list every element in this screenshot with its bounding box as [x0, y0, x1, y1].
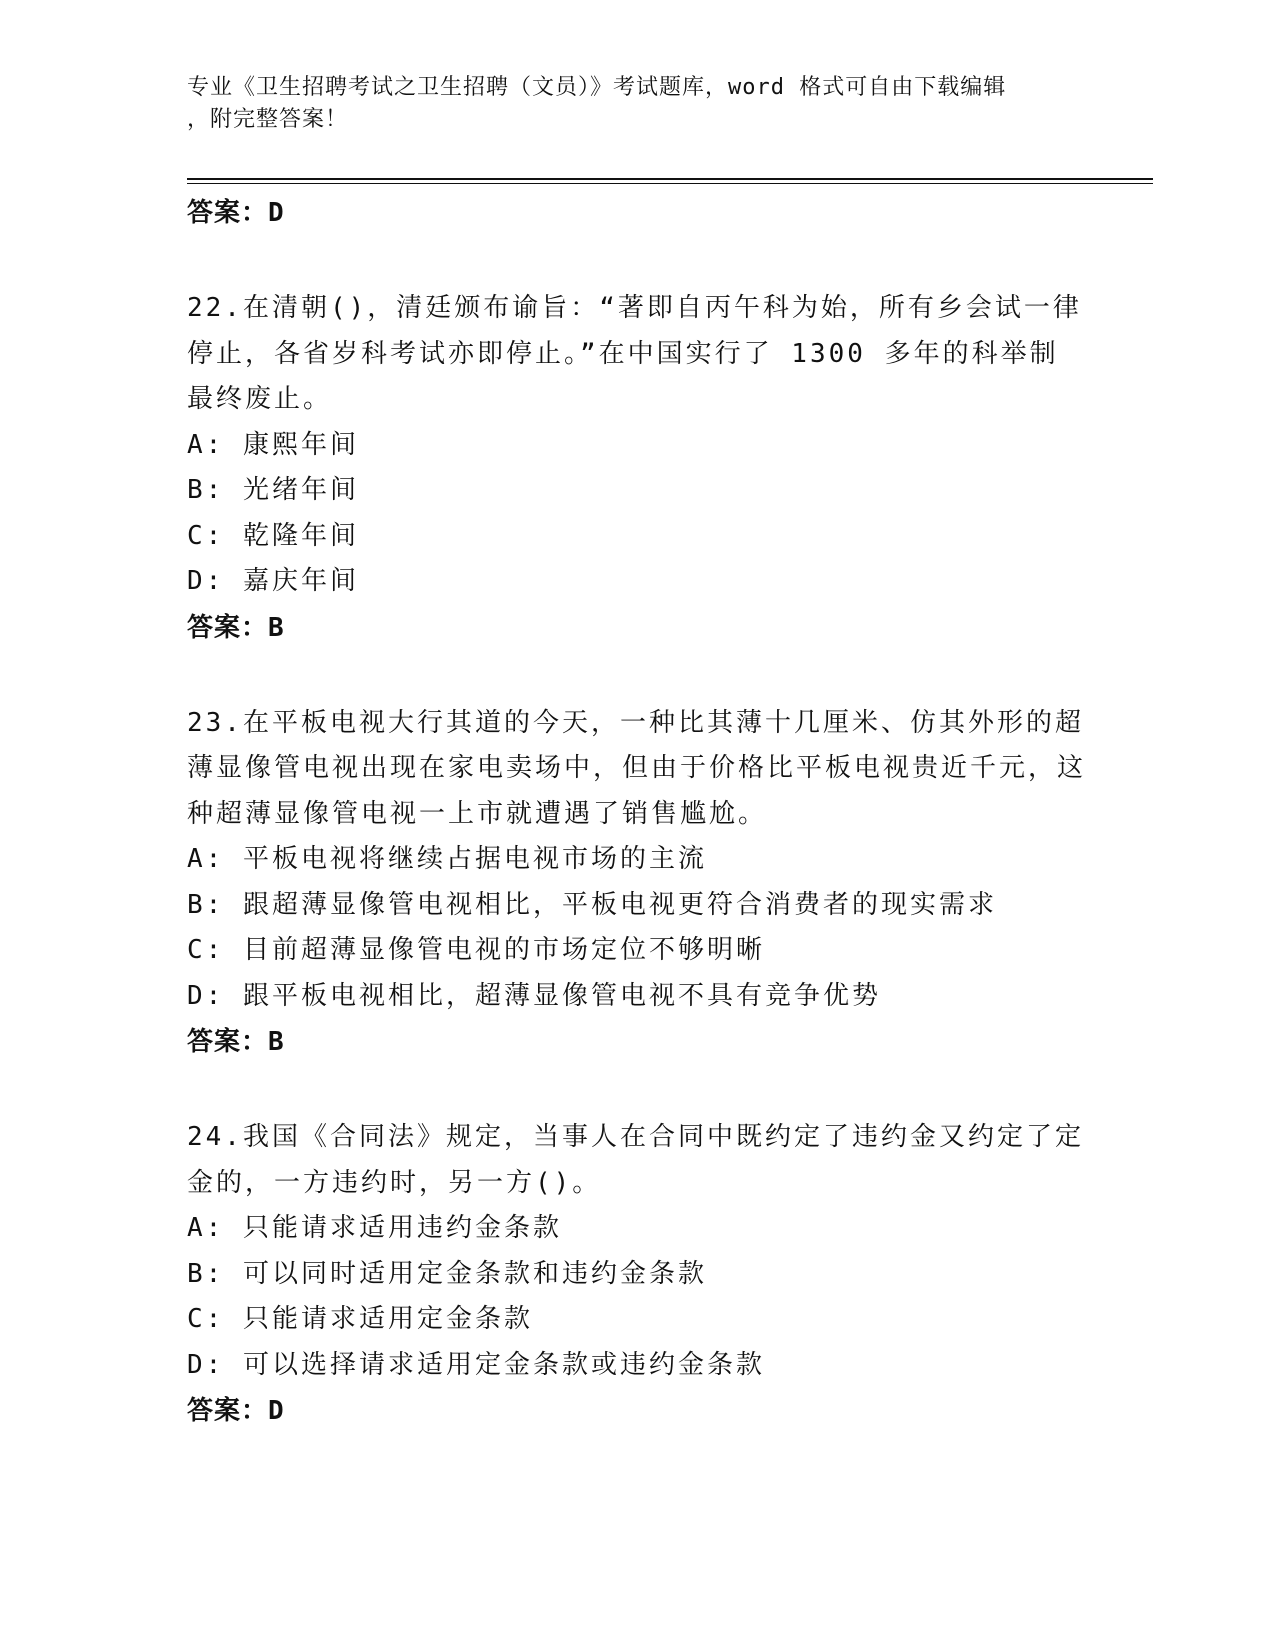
- question-stem: 22.在清朝()，清廷颁布谕旨：“著即自丙午科为始，所有乡会试一律停止，各省岁科考试亦即停止。”在中国实行了 1300 多年的科举制最终废止。: [187, 293, 1082, 414]
- option-d: D: 可以选择请求适用定金条款或违约金条款: [187, 1349, 765, 1380]
- answer-line: 答案：D: [187, 1396, 285, 1426]
- question-stem: 24.我国《合同法》规定，当事人在合同中既约定了违约金又约定了定金的，一方违约时，另一方()。: [187, 1122, 1084, 1198]
- option-b: B: 光绪年间: [187, 475, 359, 505]
- option-d: D: 跟平板电视相比，超薄显像管电视不具有竞争优势: [187, 980, 881, 1011]
- option-d: D: 嘉庆年间: [187, 566, 359, 596]
- header-divider-thin: [187, 183, 1153, 184]
- option-a: A: 只能请求适用违约金条款: [187, 1213, 562, 1243]
- question-22: [187, 286, 1087, 651]
- option-b: B: 跟超薄显像管电视相比，平板电视更符合消费者的现实需求: [187, 889, 997, 920]
- option-c: C: 乾隆年间: [187, 520, 359, 551]
- header-line-1: 专业《卫生招聘考试之卫生招聘（文员）》考试题库，word 格式可自由下载编辑: [187, 75, 1007, 100]
- answer-line: 答案：D: [187, 198, 285, 228]
- header-line-2: ，附完整答案！: [187, 107, 349, 132]
- answer-line: 答案：B: [187, 1027, 285, 1057]
- question-24: [187, 1115, 1087, 1434]
- option-c: C: 只能请求适用定金条款: [187, 1304, 533, 1334]
- option-b: B: 可以同时适用定金条款和违约金条款: [187, 1258, 707, 1289]
- header-divider: [187, 178, 1153, 180]
- question-stem: 23.在平板电视大行其道的今天，一种比其薄十几厘米、仿其外形的超薄显像管电视出现在家电卖场中，但由于价格比平板电视贵近千元，这种超薄显像管电视一上市就遭遇了销售尴尬。: [187, 707, 1087, 829]
- question-list: [187, 190, 1087, 1484]
- document-header: [187, 72, 1087, 136]
- option-a: A: 平板电视将继续占据电视市场的主流: [187, 844, 707, 874]
- answer-line: 答案：B: [187, 612, 285, 643]
- option-a: A: 康熙年间: [187, 429, 359, 460]
- question-23: [187, 701, 1087, 1066]
- option-c: C: 目前超薄显像管电视的市场定位不够明晰: [187, 935, 765, 965]
